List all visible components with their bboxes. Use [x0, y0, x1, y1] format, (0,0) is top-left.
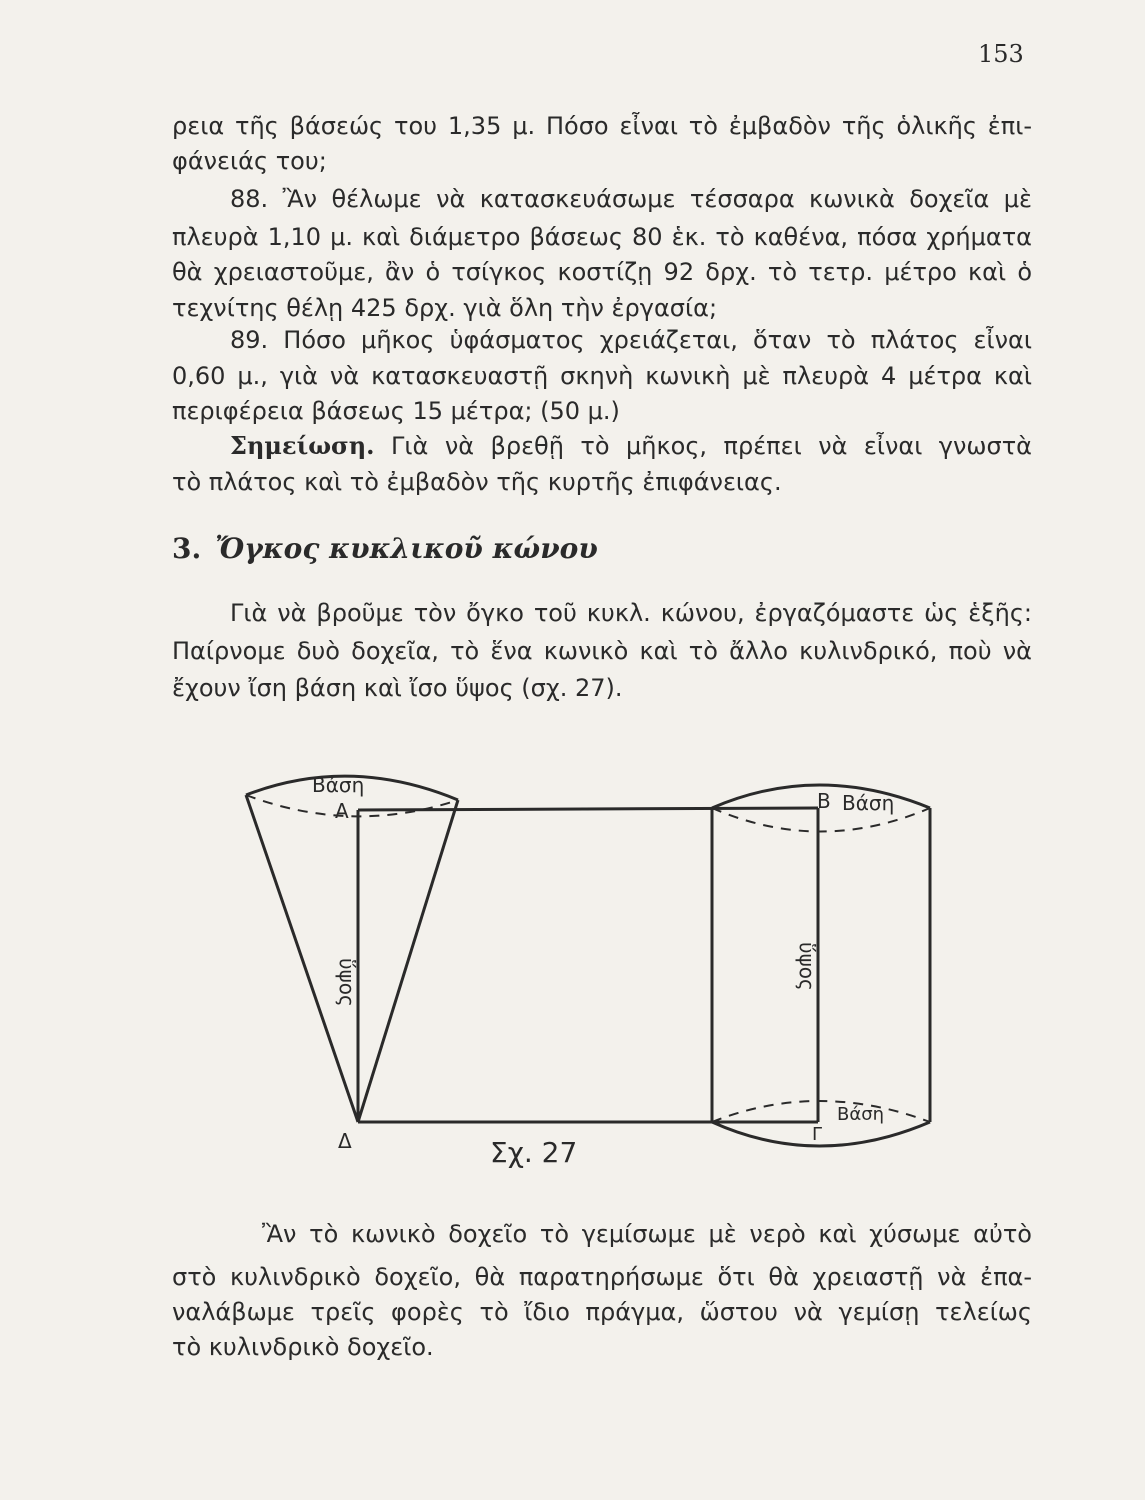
section-title: Ὄγκος κυκλικοῦ κώνου	[215, 532, 598, 565]
problem-88-line-1: 88. Ἂν θέλωμε νὰ κατασκευάσωμε τέσσαρα κωνικὰ δοχεῖα μὲ	[230, 185, 1032, 213]
intro-line-2: Παίρνομε δυὸ δοχεῖα, τὸ ἕνα κωνικὸ καὶ τὸ ἄλλο κυλινδρικό, ποὺ νὰ	[172, 637, 1032, 665]
conclusion-line-2: στὸ κυλινδρικὸ δοχεῖο, θὰ παρατηρήσωμε ὅτι θὰ χρειαστῇ νὰ ἐπα-	[172, 1263, 1032, 1291]
label-point-b: Β	[817, 789, 831, 813]
cone-base-dashed	[246, 795, 458, 816]
note-line-2: τὸ πλάτος καὶ τὸ ἐμβαδὸν τῆς κυρτῆς ἐπιφάνειας.	[172, 468, 782, 496]
problem-88-line-2: πλευρὰ 1,10 μ. καὶ διάμετρο βάσεως 80 ἑκ. τὸ καθένα, πόσα χρήματα	[172, 223, 1032, 251]
label-point-a: Α	[335, 799, 349, 823]
problem-88-line-4: τεχνίτης θέλῃ 425 δρχ. γιὰ ὅλη τὴν ἐργασία;	[172, 294, 718, 322]
intro-line-3: ἔχουν ἴση βάση καὶ ἴσο ὕψος (σχ. 27).	[172, 674, 623, 702]
note-term: Σημείωση.	[230, 431, 375, 460]
page-number: 153	[978, 40, 1024, 68]
label-height-cylinder: ὕψος	[795, 942, 819, 991]
problem-89-line-1: 89. Πόσο μῆκος ὑφάσματος χρειάζεται, ὅταν τὸ πλάτος εἶναι	[230, 326, 1032, 354]
cone-right-side	[358, 800, 458, 1122]
problem-88-line-3: θὰ χρειαστοῦμε, ἂν ὁ τσίγκος κοστίζῃ 92 δρχ. τὸ τετρ. μέτρο καὶ ὁ	[172, 258, 1032, 286]
note-line-1-text: Γιὰ νὰ βρεθῇ τὸ μῆκος, πρέπει νὰ εἶναι γνωστὰ	[391, 432, 1032, 460]
intro-line-1: Γιὰ νὰ βροῦμε τὸν ὄγκο τοῦ κυκλ. κώνου, ἐργαζόμαστε ὡς ἑξῆς:	[230, 599, 1032, 627]
conclusion-line-1: Ἂν τὸ κωνικὸ δοχεῖο τὸ γεμίσωμε μὲ νερὸ καὶ χύσωμε αὐτὸ	[262, 1220, 1032, 1248]
paragraph-87-line-1: ρεια τῆς βάσεώς του 1,35 μ. Πόσο εἶναι τὸ ἐμβαδὸν τῆς ὁλικῆς ἐπι-	[172, 112, 1032, 140]
section-number: 3.	[172, 532, 202, 565]
label-base-cylinder-top: Βάση	[842, 791, 895, 815]
label-point-d: Δ	[338, 1129, 352, 1153]
label-base-cone: Βάση	[312, 773, 365, 797]
figure-caption: Σχ. 27	[490, 1136, 578, 1169]
problem-89-line-2: 0,60 μ., γιὰ νὰ κατασκευαστῇ σκηνὴ κωνικὴ μὲ πλευρὰ 4 μέτρα καὶ	[172, 362, 1032, 390]
cylinder-bottom-dashed	[712, 1101, 930, 1122]
problem-89-line-3: περιφέρεια βάσεως 15 μέτρα; (50 μ.)	[172, 397, 620, 425]
conclusion-line-3: ναλάβωμε τρεῖς φορὲς τὸ ἴδιο πράγμα, ὥστου νὰ γεμίσῃ τελείως	[172, 1298, 1032, 1326]
label-height-cone: ὕψος	[335, 958, 359, 1007]
label-point-g: Γ	[812, 1124, 823, 1145]
paragraph-87-line-2: φάνειάς του;	[172, 147, 327, 175]
label-base-cylinder-bottom: Βάση	[837, 1104, 885, 1125]
conclusion-line-4: τὸ κυλινδρικὸ δοχεῖο.	[172, 1333, 434, 1361]
connector-top	[358, 808, 818, 810]
